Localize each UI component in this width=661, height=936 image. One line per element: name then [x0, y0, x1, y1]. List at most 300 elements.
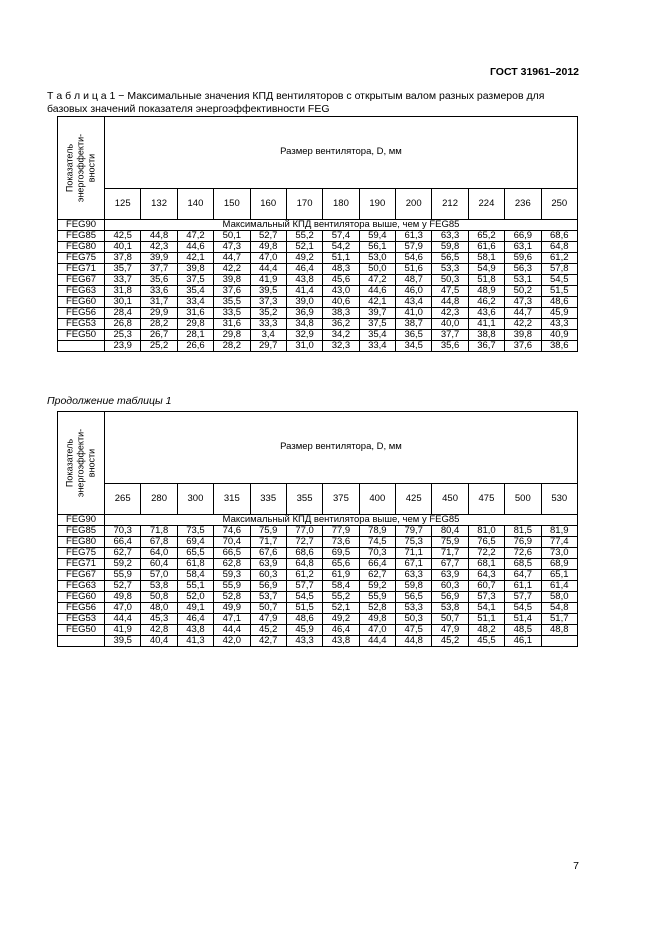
efficiency-value-cell: 30,1: [105, 297, 141, 308]
efficiency-value-cell: 75,9: [432, 537, 468, 548]
fan-size-column: 180: [323, 188, 359, 219]
feg-indicator-cell: [58, 636, 105, 647]
efficiency-value-cell: 54,6: [396, 253, 432, 264]
efficiency-value-cell: 73,5: [177, 526, 213, 537]
efficiency-value-cell: 39,8: [505, 330, 541, 341]
efficiency-value-cell: 33,3: [250, 319, 286, 330]
efficiency-value-cell: 50,7: [250, 603, 286, 614]
efficiency-value-cell: 57,3: [468, 592, 504, 603]
efficiency-value-cell: 52,7: [250, 231, 286, 242]
efficiency-table-part-1: [57, 116, 578, 352]
efficiency-value-cell: 52,8: [214, 592, 250, 603]
feg-indicator-cell: FEG56: [58, 603, 105, 614]
efficiency-value-cell: 46,1: [505, 636, 541, 647]
efficiency-value-cell: 31,6: [177, 308, 213, 319]
efficiency-value-cell: 42,1: [359, 297, 395, 308]
efficiency-value-cell: 64,7: [505, 570, 541, 581]
efficiency-value-cell: 63,9: [432, 570, 468, 581]
efficiency-value-cell: 46,0: [396, 286, 432, 297]
efficiency-value-cell: 68,9: [541, 559, 578, 570]
efficiency-value-cell: 44,4: [105, 614, 141, 625]
efficiency-value-cell: 41,1: [468, 319, 504, 330]
efficiency-value-cell: 53,8: [432, 603, 468, 614]
efficiency-value-cell: 51,6: [396, 264, 432, 275]
merged-note-cell: Максимальный КПД вентилятора выше, чем у FEG85: [105, 220, 578, 231]
efficiency-value-cell: 53,7: [250, 592, 286, 603]
efficiency-value-cell: 62,7: [105, 548, 141, 559]
efficiency-value-cell: 42,1: [177, 253, 213, 264]
efficiency-value-cell: 37,7: [432, 330, 468, 341]
efficiency-value-cell: 77,9: [323, 526, 359, 537]
efficiency-value-cell: 52,8: [359, 603, 395, 614]
table-row: [58, 297, 578, 308]
efficiency-value-cell: 49,8: [250, 242, 286, 253]
efficiency-value-cell: 67,1: [396, 559, 432, 570]
fan-size-column: 160: [250, 188, 286, 219]
efficiency-value-cell: 47,3: [505, 297, 541, 308]
efficiency-value-cell: 42,0: [214, 636, 250, 647]
efficiency-value-cell: 26,6: [177, 341, 213, 352]
efficiency-value-cell: 65,5: [177, 548, 213, 559]
efficiency-value-cell: 51,5: [541, 286, 578, 297]
table-row: [58, 537, 578, 548]
feg-indicator-cell: FEG53: [58, 319, 105, 330]
efficiency-value-cell: 33,7: [105, 275, 141, 286]
efficiency-value-cell: 74,6: [214, 526, 250, 537]
efficiency-value-cell: 47,5: [432, 286, 468, 297]
efficiency-value-cell: 53,3: [432, 264, 468, 275]
merged-note-cell: Максимальный КПД вентилятора выше, чем у FEG85: [105, 515, 578, 526]
efficiency-value-cell: 70,4: [214, 537, 250, 548]
continuation-title: Продолжение таблицы 1: [47, 395, 172, 407]
efficiency-value-cell: 55,1: [177, 581, 213, 592]
table-row: [58, 526, 578, 537]
fan-size-column: 280: [141, 483, 177, 514]
efficiency-value-cell: 32,3: [323, 341, 359, 352]
efficiency-value-cell: 41,9: [105, 625, 141, 636]
efficiency-value-cell: 39,0: [286, 297, 322, 308]
table-row: [58, 319, 578, 330]
efficiency-value-cell: 35,2: [250, 308, 286, 319]
efficiency-value-cell: 42,3: [432, 308, 468, 319]
table-row: [58, 341, 578, 352]
fan-size-column: 190: [359, 188, 395, 219]
efficiency-value-cell: 81,0: [468, 526, 504, 537]
efficiency-value-cell: 37,3: [250, 297, 286, 308]
efficiency-value-cell: 48,2: [468, 625, 504, 636]
feg-indicator-cell: FEG85: [58, 231, 105, 242]
efficiency-value-cell: 28,4: [105, 308, 141, 319]
efficiency-value-cell: 55,9: [105, 570, 141, 581]
efficiency-value-cell: 69,5: [323, 548, 359, 559]
efficiency-value-cell: 45,5: [468, 636, 504, 647]
efficiency-value-cell: 62,8: [214, 559, 250, 570]
efficiency-value-cell: 43,4: [396, 297, 432, 308]
efficiency-value-cell: 54,5: [541, 275, 578, 286]
table-row: [58, 253, 578, 264]
feg-indicator-cell: FEG85: [58, 526, 105, 537]
efficiency-value-cell: 54,5: [505, 603, 541, 614]
efficiency-value-cell: 57,9: [396, 242, 432, 253]
efficiency-value-cell: 39,8: [214, 275, 250, 286]
efficiency-value-cell: 60,3: [432, 581, 468, 592]
efficiency-value-cell: 45,9: [286, 625, 322, 636]
efficiency-value-cell: 33,5: [214, 308, 250, 319]
efficiency-value-cell: 37,5: [177, 275, 213, 286]
efficiency-value-cell: 57,0: [141, 570, 177, 581]
efficiency-value-cell: 64,8: [286, 559, 322, 570]
efficiency-value-cell: 46,4: [323, 625, 359, 636]
efficiency-value-cell: 38,3: [323, 308, 359, 319]
table-caption: Т а б л и ц а 1 − Максимальные значения КПД вентиляторов с открытым валом разных размеров для базовых значений показателя энергоэффективности FEG: [47, 90, 545, 115]
efficiency-value-cell: 59,2: [105, 559, 141, 570]
efficiency-value-cell: 49,1: [177, 603, 213, 614]
table-row: [58, 592, 578, 603]
efficiency-value-cell: 36,7: [468, 341, 504, 352]
efficiency-value-cell: 58,0: [541, 592, 578, 603]
efficiency-value-cell: 38,7: [396, 319, 432, 330]
efficiency-value-cell: 65,6: [323, 559, 359, 570]
efficiency-value-cell: 36,9: [286, 308, 322, 319]
efficiency-value-cell: 39,7: [359, 308, 395, 319]
efficiency-value-cell: 68,5: [505, 559, 541, 570]
efficiency-value-cell: 48,9: [468, 286, 504, 297]
efficiency-value-cell: 33,4: [177, 297, 213, 308]
page-number: 7: [573, 860, 579, 872]
efficiency-value-cell: 25,3: [105, 330, 141, 341]
efficiency-value-cell: 58,1: [468, 253, 504, 264]
efficiency-value-cell: 47,2: [359, 275, 395, 286]
table-row: [58, 242, 578, 253]
efficiency-value-cell: 45,2: [250, 625, 286, 636]
efficiency-value-cell: 31,0: [286, 341, 322, 352]
feg-indicator-cell: FEG75: [58, 253, 105, 264]
efficiency-value-cell: 71,1: [396, 548, 432, 559]
efficiency-value-cell: 59,3: [214, 570, 250, 581]
efficiency-value-cell: 56,5: [432, 253, 468, 264]
efficiency-value-cell: 75,9: [250, 526, 286, 537]
efficiency-value-cell: 41,0: [396, 308, 432, 319]
efficiency-value-cell: 38,6: [541, 341, 578, 352]
fan-size-column: 300: [177, 483, 213, 514]
efficiency-value-cell: 72,6: [505, 548, 541, 559]
efficiency-value-cell: 43,0: [323, 286, 359, 297]
fan-size-column: 315: [214, 483, 250, 514]
efficiency-value-cell: 51,4: [505, 614, 541, 625]
fan-size-column: 400: [359, 483, 395, 514]
efficiency-value-cell: 54,1: [468, 603, 504, 614]
efficiency-value-cell: 29,8: [177, 319, 213, 330]
efficiency-value-cell: 67,6: [250, 548, 286, 559]
fan-size-header: Размер вентилятора, D, мм: [105, 117, 578, 189]
fan-size-column: 475: [468, 483, 504, 514]
efficiency-value-cell: 44,4: [214, 625, 250, 636]
efficiency-value-cell: 37,5: [359, 319, 395, 330]
efficiency-value-cell: 64,3: [468, 570, 504, 581]
efficiency-value-cell: 57,7: [505, 592, 541, 603]
efficiency-value-cell: 70,3: [105, 526, 141, 537]
fan-size-column: 530: [541, 483, 578, 514]
efficiency-value-cell: 31,6: [214, 319, 250, 330]
efficiency-value-cell: 69,4: [177, 537, 213, 548]
efficiency-value-cell: 62,7: [359, 570, 395, 581]
efficiency-value-cell: 55,9: [359, 592, 395, 603]
efficiency-value-cell: 36,5: [396, 330, 432, 341]
efficiency-value-cell: 42,3: [141, 242, 177, 253]
efficiency-value-cell: 63,3: [396, 570, 432, 581]
efficiency-value-cell: 57,8: [541, 264, 578, 275]
efficiency-value-cell: 39,5: [250, 286, 286, 297]
efficiency-value-cell: 59,2: [359, 581, 395, 592]
efficiency-value-cell: 41,4: [286, 286, 322, 297]
efficiency-value-cell: 44,4: [359, 636, 395, 647]
efficiency-value-cell: 61,4: [541, 581, 578, 592]
table-row: [58, 570, 578, 581]
efficiency-value-cell: 53,3: [396, 603, 432, 614]
efficiency-value-cell: 23,9: [105, 341, 141, 352]
efficiency-value-cell: 63,3: [432, 231, 468, 242]
efficiency-value-cell: 77,4: [541, 537, 578, 548]
efficiency-value-cell: 33,4: [359, 341, 395, 352]
document-code: ГОСТ 31961–2012: [489, 66, 579, 78]
feg-indicator-cell: FEG90: [58, 220, 105, 231]
efficiency-value-cell: [541, 636, 578, 647]
efficiency-value-cell: 36,2: [323, 319, 359, 330]
feg-indicator-cell: FEG90: [58, 515, 105, 526]
efficiency-value-cell: 41,3: [177, 636, 213, 647]
efficiency-value-cell: 49,2: [323, 614, 359, 625]
efficiency-value-cell: 31,7: [141, 297, 177, 308]
efficiency-value-cell: 34,5: [396, 341, 432, 352]
table-row: [58, 603, 578, 614]
efficiency-value-cell: 56,9: [432, 592, 468, 603]
efficiency-value-cell: 50,1: [214, 231, 250, 242]
efficiency-value-cell: 35,6: [141, 275, 177, 286]
efficiency-value-cell: 39,5: [105, 636, 141, 647]
efficiency-value-cell: 71,7: [432, 548, 468, 559]
efficiency-value-cell: 66,5: [214, 548, 250, 559]
efficiency-value-cell: 77,0: [286, 526, 322, 537]
feg-indicator-cell: FEG80: [58, 242, 105, 253]
efficiency-value-cell: 54,5: [286, 592, 322, 603]
efficiency-value-cell: 76,9: [505, 537, 541, 548]
efficiency-value-cell: 58,4: [177, 570, 213, 581]
efficiency-value-cell: 37,6: [505, 341, 541, 352]
efficiency-value-cell: 49,8: [359, 614, 395, 625]
efficiency-value-cell: 52,7: [105, 581, 141, 592]
indicator-header-text: Показатель энергоэффекти-вности: [64, 133, 97, 203]
efficiency-value-cell: 61,2: [286, 570, 322, 581]
efficiency-value-cell: 43,3: [541, 319, 578, 330]
fan-size-column: 500: [505, 483, 541, 514]
efficiency-value-cell: 51,1: [468, 614, 504, 625]
fan-size-column: 236: [505, 188, 541, 219]
fan-size-column: 125: [105, 188, 141, 219]
efficiency-value-cell: 43,8: [286, 275, 322, 286]
efficiency-value-cell: 58,4: [323, 581, 359, 592]
efficiency-value-cell: 44,7: [505, 308, 541, 319]
table-row: [58, 330, 578, 341]
efficiency-value-cell: 73,0: [541, 548, 578, 559]
efficiency-value-cell: 47,0: [105, 603, 141, 614]
fan-size-column: 355: [286, 483, 322, 514]
efficiency-value-cell: 50,0: [359, 264, 395, 275]
efficiency-value-cell: 28,2: [214, 341, 250, 352]
efficiency-value-cell: 46,4: [177, 614, 213, 625]
efficiency-value-cell: 39,8: [177, 264, 213, 275]
efficiency-value-cell: 34,2: [323, 330, 359, 341]
efficiency-value-cell: 59,8: [432, 242, 468, 253]
efficiency-value-cell: 48,3: [323, 264, 359, 275]
efficiency-value-cell: 81,5: [505, 526, 541, 537]
fan-size-column: 140: [177, 188, 213, 219]
efficiency-value-cell: 49,8: [105, 592, 141, 603]
efficiency-value-cell: 47,9: [432, 625, 468, 636]
feg-indicator-cell: FEG50: [58, 330, 105, 341]
feg-indicator-cell: [58, 341, 105, 352]
table-row: [58, 515, 578, 526]
fan-size-column: 224: [468, 188, 504, 219]
efficiency-value-cell: 66,9: [505, 231, 541, 242]
efficiency-value-cell: 57,7: [286, 581, 322, 592]
indicator-header: [58, 412, 105, 515]
efficiency-value-cell: 45,9: [541, 308, 578, 319]
efficiency-value-cell: 45,2: [432, 636, 468, 647]
table-row: [58, 275, 578, 286]
table-row: [58, 286, 578, 297]
table-row: [58, 308, 578, 319]
efficiency-value-cell: 51,5: [286, 603, 322, 614]
efficiency-value-cell: 54,2: [323, 242, 359, 253]
feg-indicator-cell: FEG60: [58, 592, 105, 603]
efficiency-value-cell: 50,7: [432, 614, 468, 625]
efficiency-value-cell: 35,5: [214, 297, 250, 308]
efficiency-value-cell: 48,8: [541, 625, 578, 636]
efficiency-value-cell: 74,5: [359, 537, 395, 548]
feg-indicator-cell: FEG53: [58, 614, 105, 625]
efficiency-value-cell: 67,8: [141, 537, 177, 548]
table-row: [58, 581, 578, 592]
table-row: [58, 559, 578, 570]
efficiency-value-cell: 25,2: [141, 341, 177, 352]
fan-size-column: 450: [432, 483, 468, 514]
efficiency-value-cell: 44,8: [432, 297, 468, 308]
efficiency-value-cell: 51,7: [541, 614, 578, 625]
efficiency-value-cell: 43,8: [177, 625, 213, 636]
efficiency-value-cell: 47,1: [214, 614, 250, 625]
efficiency-value-cell: 29,8: [214, 330, 250, 341]
feg-indicator-cell: FEG63: [58, 581, 105, 592]
feg-indicator-cell: FEG56: [58, 308, 105, 319]
efficiency-value-cell: 48,6: [286, 614, 322, 625]
efficiency-value-cell: 32,9: [286, 330, 322, 341]
efficiency-value-cell: 40,0: [432, 319, 468, 330]
fan-size-column: 132: [141, 188, 177, 219]
feg-indicator-cell: FEG75: [58, 548, 105, 559]
efficiency-value-cell: 44,8: [141, 231, 177, 242]
efficiency-value-cell: 37,6: [214, 286, 250, 297]
efficiency-value-cell: 42,2: [505, 319, 541, 330]
efficiency-value-cell: 68,1: [468, 559, 504, 570]
efficiency-value-cell: 47,3: [214, 242, 250, 253]
efficiency-table-part-2: [57, 411, 578, 647]
efficiency-value-cell: 73,6: [323, 537, 359, 548]
efficiency-value-cell: 50,8: [141, 592, 177, 603]
efficiency-value-cell: 46,4: [286, 264, 322, 275]
efficiency-value-cell: 40,4: [141, 636, 177, 647]
feg-indicator-cell: FEG71: [58, 264, 105, 275]
efficiency-value-cell: 53,8: [141, 581, 177, 592]
efficiency-value-cell: 54,8: [541, 603, 578, 614]
efficiency-value-cell: 63,1: [505, 242, 541, 253]
fan-size-column: 335: [250, 483, 286, 514]
efficiency-value-cell: 44,4: [250, 264, 286, 275]
efficiency-value-cell: 56,9: [250, 581, 286, 592]
efficiency-value-cell: 40,1: [105, 242, 141, 253]
efficiency-value-cell: 28,2: [141, 319, 177, 330]
efficiency-value-cell: 38,8: [468, 330, 504, 341]
efficiency-value-cell: 60,4: [141, 559, 177, 570]
efficiency-value-cell: 59,8: [396, 581, 432, 592]
efficiency-value-cell: 80,4: [432, 526, 468, 537]
efficiency-value-cell: 53,0: [359, 253, 395, 264]
efficiency-value-cell: 47,9: [250, 614, 286, 625]
efficiency-value-cell: 61,1: [505, 581, 541, 592]
efficiency-value-cell: 81,9: [541, 526, 578, 537]
fan-size-column: 375: [323, 483, 359, 514]
efficiency-value-cell: 35,4: [359, 330, 395, 341]
efficiency-value-cell: 65,1: [541, 570, 578, 581]
efficiency-value-cell: 42,5: [105, 231, 141, 242]
efficiency-value-cell: 52,1: [286, 242, 322, 253]
feg-indicator-cell: FEG60: [58, 297, 105, 308]
efficiency-value-cell: 45,3: [141, 614, 177, 625]
efficiency-value-cell: 76,5: [468, 537, 504, 548]
efficiency-value-cell: 26,7: [141, 330, 177, 341]
table-row: [58, 614, 578, 625]
fan-size-column: 265: [105, 483, 141, 514]
efficiency-value-cell: 49,9: [214, 603, 250, 614]
fan-size-column: 212: [432, 188, 468, 219]
efficiency-value-cell: 50,2: [505, 286, 541, 297]
feg-indicator-cell: FEG63: [58, 286, 105, 297]
efficiency-value-cell: 44,7: [214, 253, 250, 264]
indicator-header: [58, 117, 105, 220]
efficiency-value-cell: 47,0: [359, 625, 395, 636]
efficiency-value-cell: 44,8: [396, 636, 432, 647]
efficiency-value-cell: 42,2: [214, 264, 250, 275]
efficiency-value-cell: 26,8: [105, 319, 141, 330]
efficiency-value-cell: 3,4: [250, 330, 286, 341]
efficiency-value-cell: 60,7: [468, 581, 504, 592]
efficiency-value-cell: 61,6: [468, 242, 504, 253]
efficiency-value-cell: 48,5: [505, 625, 541, 636]
efficiency-value-cell: 72,2: [468, 548, 504, 559]
efficiency-value-cell: 48,6: [541, 297, 578, 308]
table-row: [58, 231, 578, 242]
efficiency-value-cell: 44,6: [177, 242, 213, 253]
efficiency-value-cell: 42,8: [141, 625, 177, 636]
efficiency-value-cell: 78,9: [359, 526, 395, 537]
efficiency-value-cell: 56,3: [505, 264, 541, 275]
efficiency-value-cell: 52,0: [177, 592, 213, 603]
efficiency-value-cell: 31,8: [105, 286, 141, 297]
efficiency-value-cell: 51,1: [323, 253, 359, 264]
efficiency-value-cell: 70,3: [359, 548, 395, 559]
efficiency-value-cell: 66,4: [359, 559, 395, 570]
efficiency-value-cell: 61,8: [177, 559, 213, 570]
table-row: [58, 220, 578, 231]
